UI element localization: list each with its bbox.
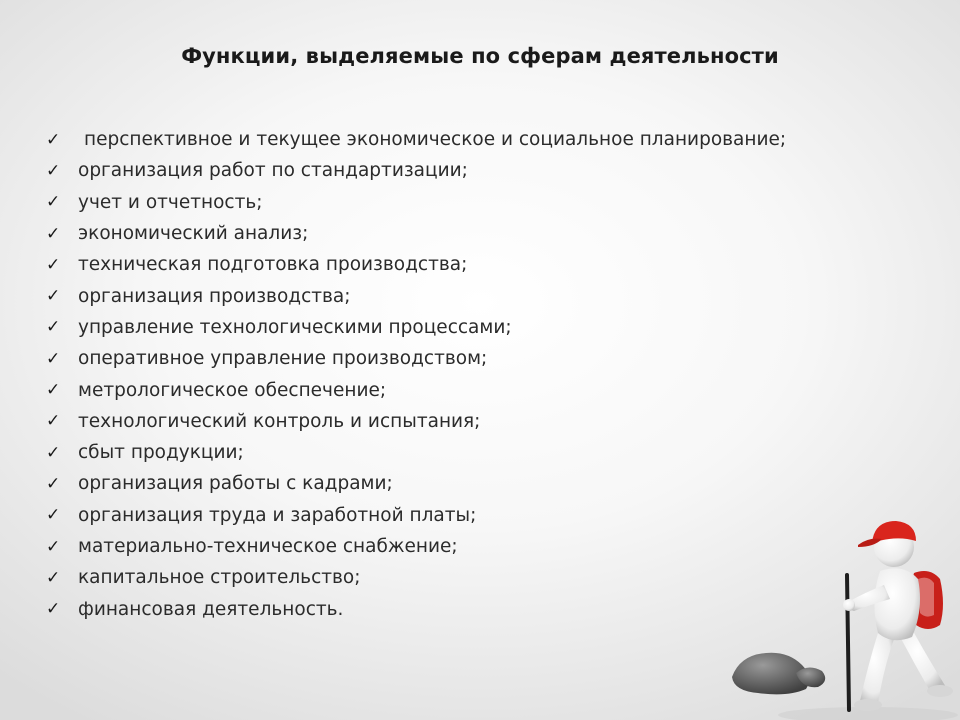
list-item-text: учет и отчетность; [78, 191, 263, 213]
list-item-text: материально-техническое снабжение; [78, 536, 458, 557]
checkmark-icon: ✓ [46, 348, 61, 369]
checkmark-icon: ✓ [46, 254, 61, 275]
list-item [46, 593, 786, 624]
list-item-text: оперативное управление производством; [78, 348, 488, 370]
list-item [46, 280, 786, 311]
list-item [46, 500, 786, 531]
checkmark-icon: ✓ [46, 505, 61, 526]
checkmark-icon: ✓ [46, 380, 61, 401]
list-item [46, 406, 786, 437]
list-item [46, 155, 786, 186]
list-item-text: техническая подготовка производства; [78, 254, 468, 276]
list-item [46, 531, 786, 562]
slide-title: Функции, выделяемые по сферам деятельности [181, 44, 779, 68]
list-item [46, 468, 786, 499]
list-item-text: сбыт продукции; [78, 442, 244, 464]
list-item-text: экономический анализ; [78, 223, 309, 245]
list-item [46, 312, 786, 343]
list-item [46, 374, 786, 405]
checkmark-icon: ✓ [46, 599, 61, 620]
checkmark-icon: ✓ [46, 317, 61, 338]
list-item-text: перспективное и текущее экономическое и социальное планирование; [84, 129, 787, 151]
checkmark-icon: ✓ [46, 223, 61, 244]
list-item [46, 249, 786, 280]
list-item-text: финансовая деятельность. [78, 598, 344, 620]
list-item [46, 124, 786, 155]
list-item-text: метрологическое обеспечение; [78, 379, 387, 401]
checkmark-icon: ✓ [46, 567, 61, 588]
checkmark-icon: ✓ [46, 286, 61, 307]
list-item-text: организация производства; [78, 285, 351, 307]
list-item-text: управление технологическими процессами; [78, 316, 512, 338]
checkmark-icon: ✓ [46, 160, 61, 181]
list-item [46, 187, 786, 218]
checkmark-icon: ✓ [46, 411, 61, 432]
list-item-text: капитальное строительство; [78, 567, 361, 589]
checkmark-icon: ✓ [46, 536, 61, 557]
checkmark-icon: ✓ [46, 129, 61, 150]
list-item [46, 562, 786, 593]
list-item [46, 218, 786, 249]
hiker-figure-icon [718, 505, 960, 720]
list-item [46, 343, 786, 374]
checkmark-icon: ✓ [46, 473, 61, 494]
list-item [46, 437, 786, 468]
list-item-text: технологический контроль и испытания; [78, 410, 481, 432]
function-list [46, 124, 786, 625]
list-item-text: организация работ по стандартизации; [78, 160, 468, 182]
checkmark-icon: ✓ [46, 192, 61, 213]
checkmark-icon: ✓ [46, 442, 61, 463]
list-item-text: организация труда и заработной платы; [78, 504, 477, 526]
list-item-text: организация работы с кадрами; [78, 473, 393, 495]
